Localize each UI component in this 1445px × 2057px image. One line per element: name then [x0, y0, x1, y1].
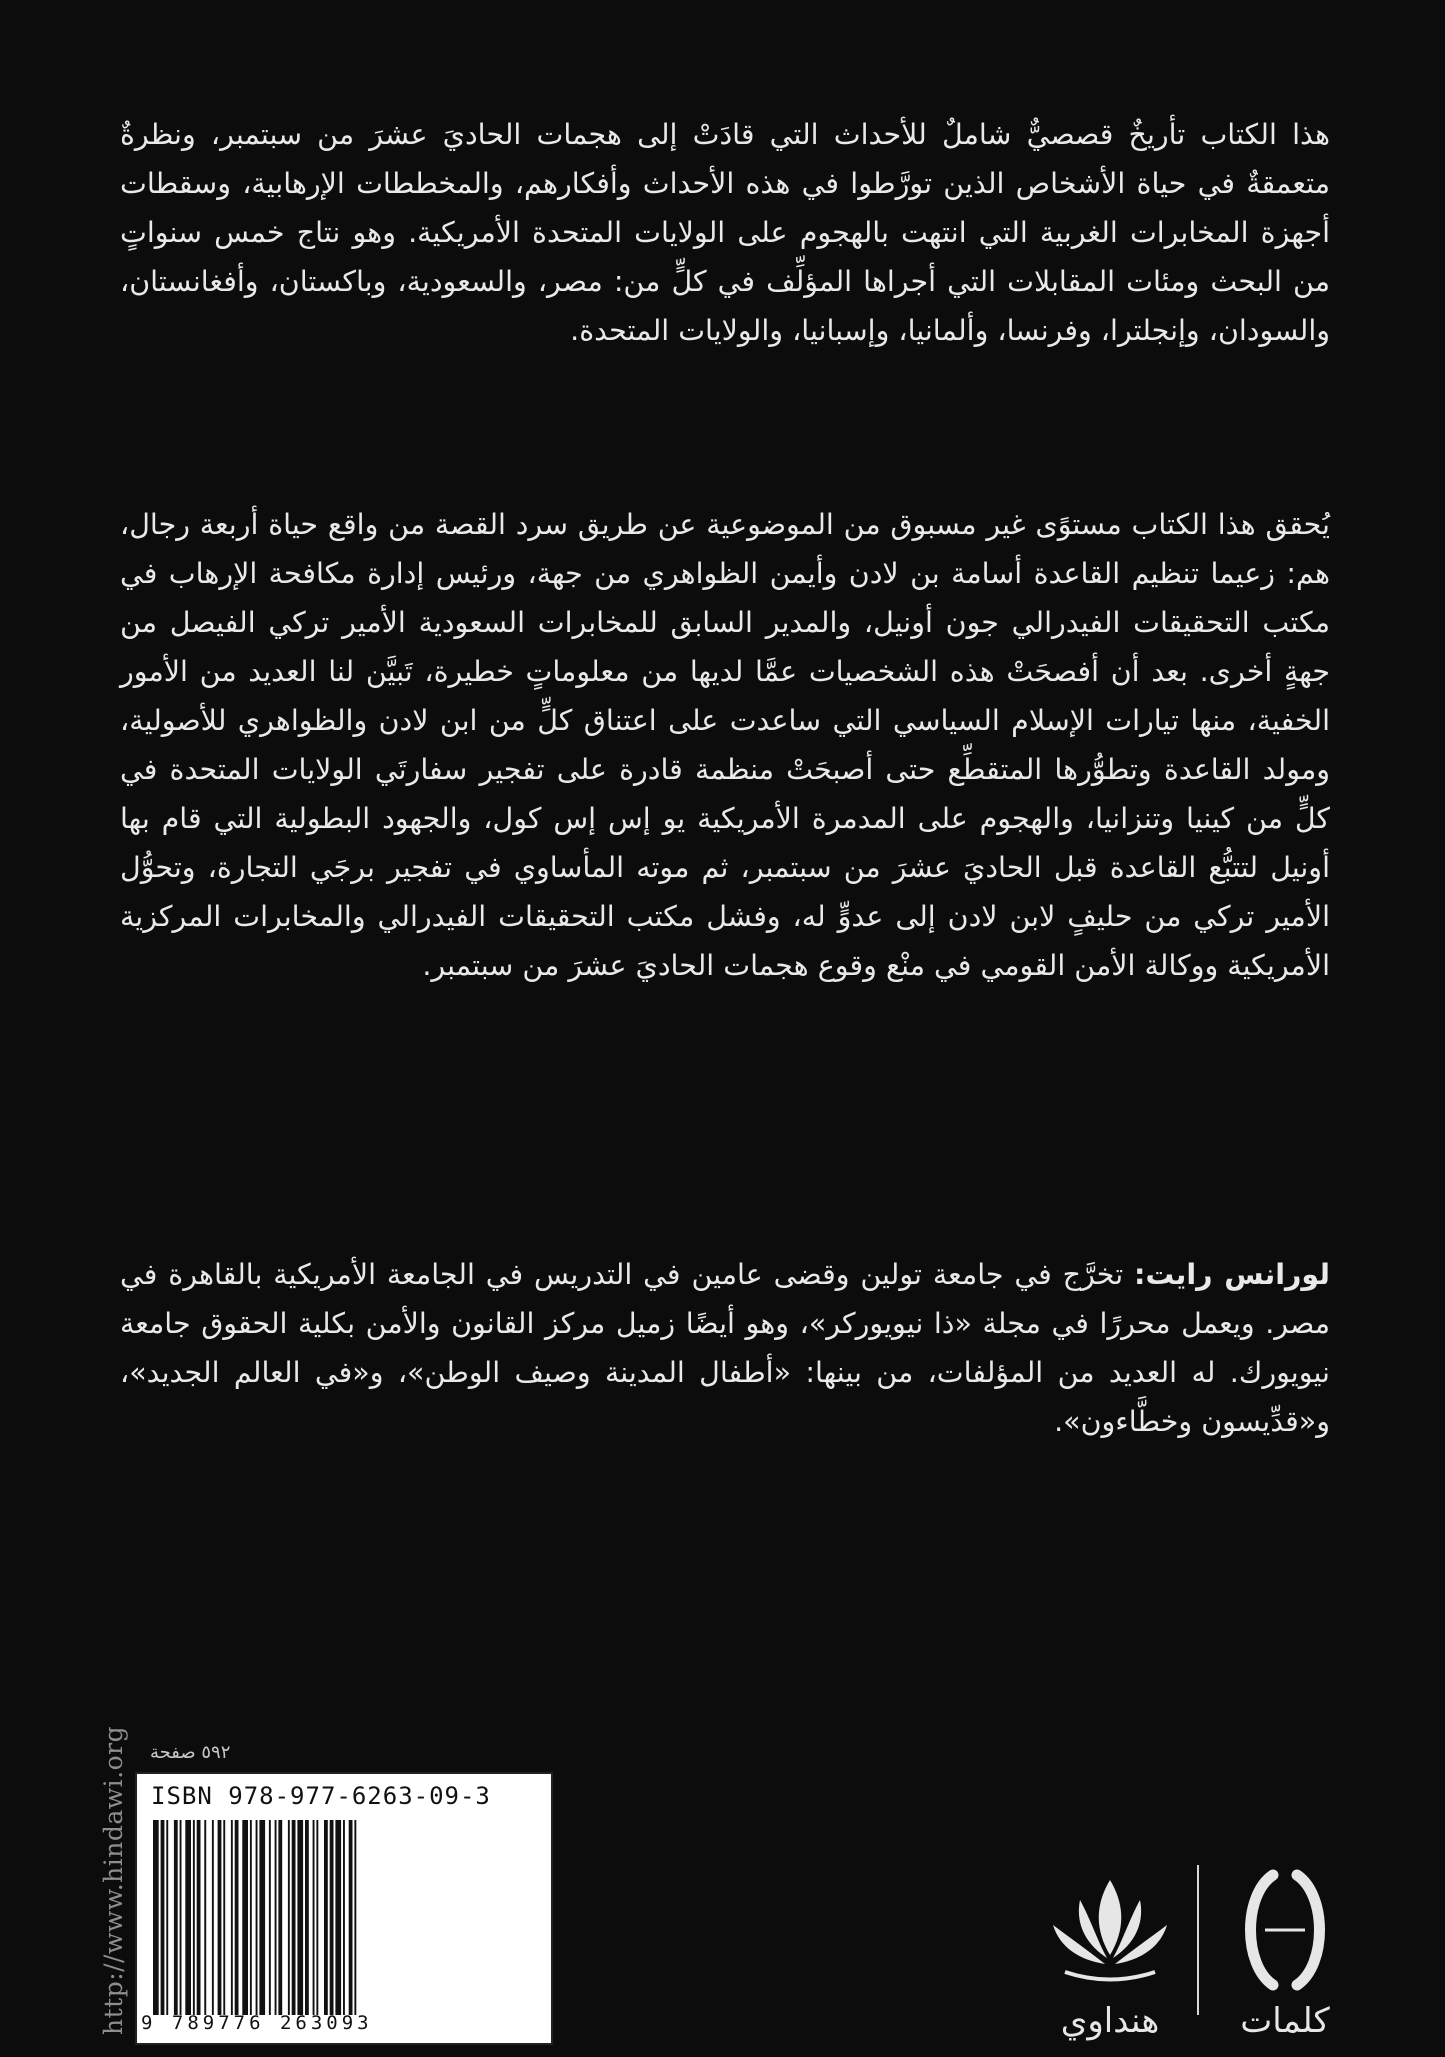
publisher-logos: [1025, 1855, 1345, 2045]
author-name: لورانس رايت:: [1134, 1258, 1330, 1291]
barcode-bar: [349, 1820, 353, 2015]
barcode-bar: [250, 1820, 252, 2015]
barcode-bar: [223, 1820, 225, 2015]
barcode-bar: [343, 1820, 345, 2015]
barcode-bar: [292, 1820, 296, 2015]
hindawi-logo-label: هنداوي: [1060, 2001, 1160, 2041]
barcode-bar: [256, 1820, 258, 2015]
description-text-2: يُحقق هذا الكتاب مستوًى غير مسبوق من الموضوعية عن طريق سرد القصة من واقع حياة أربعة رجال، هم: زعيما تنظيم القاعدة أسامة بن لادن وأيمن الظواهري من جهة، ورئيس إدارة مكافحة الإرهاب في مكتب التحقيقات الفيدرالي جون أونيل، والمدير السابق للمخابرات السعودية الأمير تركي الفيصل من جهةٍ أخرى. بعد أن أفصحَتْ هذه الشخصيات عمَّا لديها من معلوماتٍ خطيرة، تَبيَّن لنا العديد من الأمور الخفية، منها تيارات الإسلام السياسي التي ساعدت على اعتناق كلٍّ من ابن لادن والظواهري للأصولية، ومولد القاعدة وتطوُّرها المتقطِّع حتى أصبحَتْ منظمة قادرة على تفجير سفارتَي الولايات المتحدة في كلٍّ من كينيا وتنزانيا، والهجوم على المدمرة الأمريكية يو إس إس كول، والجهود البطولية التي قام بها أونيل لتتبُّع القاعدة قبل الحاديَ عشرَ من سبتمبر، ثم موته المأساوي في تفجير برجَي التجارة، وتحوُّل الأمير تركي من حليفٍ لابن لادن إلى عدوٍّ له، وفشل مكتب التحقيقات الفيدرالي والمخابرات المركزية الأمريكية ووكالة الأمن القومي في منْع وقوع هجمات الحاديَ عشرَ من سبتمبر.: [120, 508, 1330, 982]
barcode-bar: [259, 1820, 265, 2015]
kalimat-logo-icon: [1225, 1860, 1345, 2000]
barcode-bar: [166, 1820, 168, 2015]
barcode-bar: [316, 1820, 318, 2015]
barcode-bar: [305, 1820, 309, 2015]
barcode-bar: [174, 1820, 178, 2015]
barcode-bar: [235, 1820, 239, 2015]
barcode-digits: 9 789776 263093: [141, 2012, 373, 2034]
hindawi-logo-icon: [1035, 1860, 1185, 2000]
isbn-label: ISBN 978-977-6263-09-3: [151, 1782, 491, 1810]
barcode-bar: [153, 1820, 159, 2015]
kalimat-logo-label: كلمات: [1240, 2001, 1330, 2041]
barcode-bar: [204, 1820, 206, 2015]
barcode-bar: [278, 1820, 282, 2015]
barcode-bar: [197, 1820, 201, 2015]
website-url: http://www.hindawi.org: [99, 1725, 128, 2035]
barcode-bar: [354, 1820, 356, 2015]
barcode-bar: [324, 1820, 328, 2015]
author-bio-paragraph: [120, 1250, 1330, 1446]
barcode-bar: [275, 1820, 277, 2015]
description-paragraph-1: [120, 110, 1330, 355]
description-text-1: هذا الكتاب تأريخٌ قصصيٌّ شاملٌ للأحداث التي قادَتْ إلى هجمات الحاديَ عشرَ من سبتمبر، ونظرةٌ متعمقةٌ في حياة الأشخاص الذين تورَّطوا في هذه الأحداث وأفكارهم، والمخططات الإرهابية، وسقطات أجهزة المخابرات الغربية التي انتهت بالهجوم على الولايات المتحدة الأمريكية. وهو نتاج خمس سنواتٍ من البحث ومئات المقابلات التي أجراها المؤلِّف في كلٍّ من: مصر، والسعودية، وباكستان، وأفغانستان، والسودان، وإنجلترا، وفرنسا، وألمانيا، وإسبانيا، والولايات المتحدة.: [120, 118, 1330, 347]
barcode-bar: [288, 1820, 290, 2015]
barcode-bar: [193, 1820, 195, 2015]
author-bio-text: تخرَّج في جامعة تولين وقضى عامين في التدريس في الجامعة الأمريكية بالقاهرة في مصر. ويعمل محررًا في مجلة «ذا نيويوركر»، وهو أيضًا زميل مركز القانون والأمن بكلية الحقوق جامعة نيويورك. له العديد من المؤلفات، من بينها: «أطفال المدينة وصيف الوطن»، و«في العالم الجديد»، و«قدِّيسون وخطَّاءون».: [120, 1258, 1330, 1438]
author-bio: [120, 1250, 1330, 1446]
barcode-bars: [151, 1820, 539, 2015]
isbn-barcode: [135, 1772, 553, 2045]
barcode-bar: [297, 1820, 303, 2015]
logo-divider: [1197, 1865, 1199, 2015]
barcode-bar: [330, 1820, 334, 2015]
barcode-bar: [218, 1820, 222, 2015]
barcode-bar: [269, 1820, 271, 2015]
barcode-bar: [161, 1820, 165, 2015]
barcode-bar: [335, 1820, 341, 2015]
barcode-bar: [313, 1820, 315, 2015]
barcode-bar: [231, 1820, 233, 2015]
description-paragraph-2: [120, 500, 1330, 990]
page-count: ٥٩٢ صفحة: [150, 1742, 231, 1763]
barcode-bar: [242, 1820, 248, 2015]
barcode-bar: [180, 1820, 182, 2015]
barcode-bar: [212, 1820, 214, 2015]
barcode-bar: [185, 1820, 191, 2015]
